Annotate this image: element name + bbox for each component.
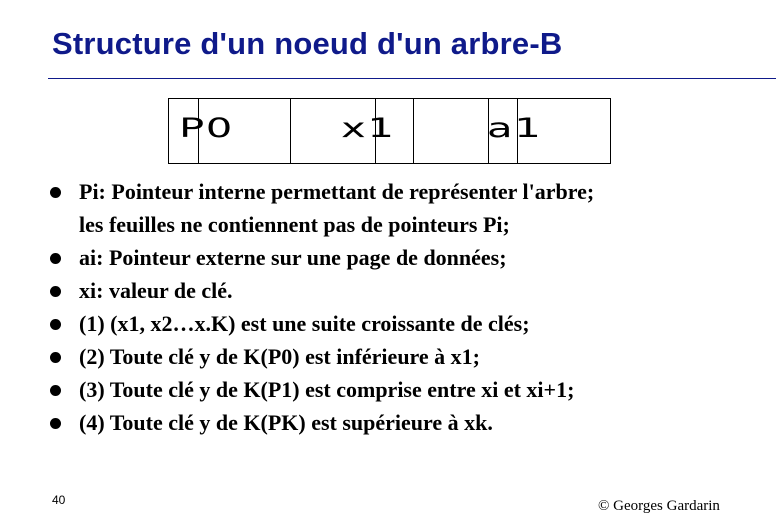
- list-item-text: (4) Toute clé y de K(PK) est supérieure à xk.: [79, 410, 493, 435]
- author-credit: © Georges Gardarin: [598, 498, 720, 514]
- node-cell-address: a1: [487, 113, 543, 144]
- page-number: 40: [52, 493, 66, 507]
- bullet-icon: [50, 418, 61, 429]
- cell-divider: [290, 99, 291, 163]
- title-divider: [48, 78, 776, 79]
- list-item: [50, 276, 594, 306]
- list-item: [50, 375, 594, 405]
- bullet-icon: [50, 352, 61, 363]
- definition-list: [50, 177, 594, 438]
- list-item: [50, 408, 594, 438]
- bullet-icon: [50, 286, 61, 297]
- list-item-text: (3) Toute clé y de K(P1) est comprise entre xi et xi+1;: [79, 377, 575, 402]
- list-item: [50, 243, 594, 273]
- node-cell-key: x1: [341, 113, 396, 144]
- list-item-text-continued: les feuilles ne contiennent pas de pointeurs Pi;: [79, 212, 510, 237]
- cell-divider: [413, 99, 414, 163]
- list-item-text: (1) (x1, x2…x.K) est une suite croissante de clés;: [79, 311, 530, 336]
- bullet-icon: [50, 253, 61, 264]
- list-item: [50, 342, 594, 372]
- slide-title: Structure d'un noeud d'un arbre-B: [52, 26, 563, 61]
- btree-node-diagram: [168, 98, 611, 164]
- list-item-text: Pi: Pointeur interne permettant de représenter l'arbre;: [79, 179, 595, 204]
- bullet-icon: [50, 187, 61, 198]
- list-item: [50, 309, 594, 339]
- bullet-icon: [50, 319, 61, 330]
- list-item-text: ai: Pointeur externe sur une page de données;: [79, 245, 507, 270]
- list-item-text: xi: valeur de clé.: [79, 278, 233, 303]
- list-item-text: (2) Toute clé y de K(P0) est inférieure à x1;: [79, 344, 481, 369]
- bullet-icon: [50, 385, 61, 396]
- list-item: [50, 177, 594, 240]
- node-cell-pointer: P0: [179, 113, 234, 144]
